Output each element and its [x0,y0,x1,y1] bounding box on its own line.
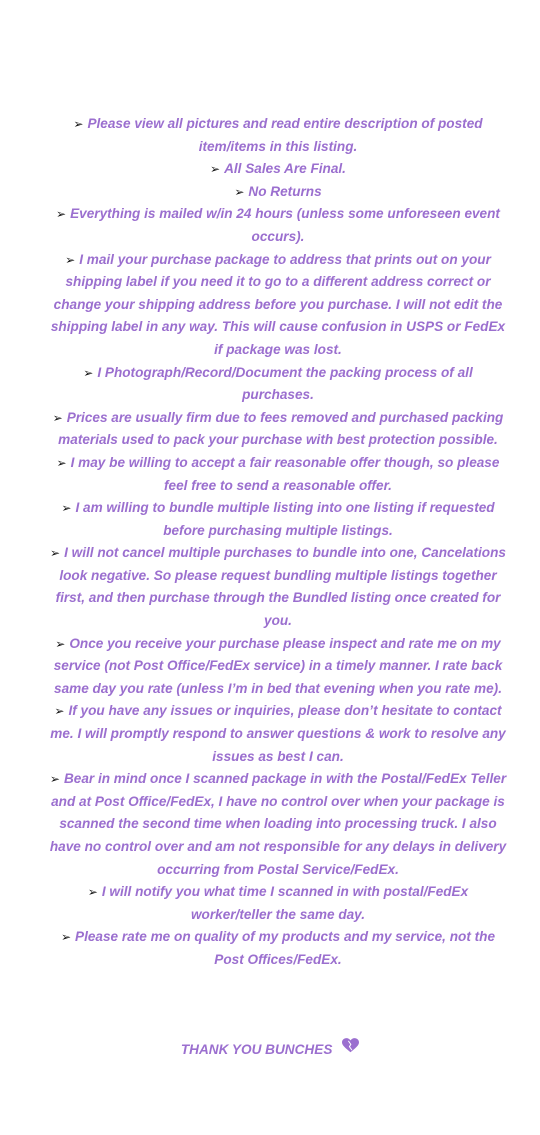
policy-item-text: All Sales Are Final. [224,161,346,177]
policy-item [48,362,508,407]
arrow-bullet-icon: ➢ [55,636,66,651]
policy-item [48,203,508,248]
policy-item [48,113,508,158]
arrow-bullet-icon: ➢ [87,885,98,900]
policy-item-text: Once you receive your purchase please inspect and rate me on my service (not Post Office/FedEx service) in a timely manner. I rate back same day you rate (unless I’m in bed that evening when you rate me). [53,635,503,696]
policy-item-text: I Photograph/Record/Document the packing process of all purchases. [97,364,473,403]
arrow-bullet-icon: ➢ [65,252,76,267]
arrow-bullet-icon: ➢ [50,546,61,561]
arrow-bullet-icon: ➢ [56,207,67,222]
policy-item-text: I will not cancel multiple purchases to bundle into one, Cancelations look negative. So please request bundling multiple listings together first, and then purchase through the Bundled listing once created for you. [55,545,506,629]
policy-item [48,407,508,452]
policy-list [48,113,508,972]
arrow-bullet-icon: ➢ [83,365,94,380]
arrow-bullet-icon: ➢ [234,184,245,199]
arrow-bullet-icon: ➢ [61,501,72,516]
policy-item-text: I mail your purchase package to address that prints out on your shipping label if you need it to go to a different address correct or change your shipping address before you purchase. I will not edit the shipping label in any way. This will cause confusion in USPS or FedEx if package was lost. [50,251,506,357]
policy-item [48,452,508,497]
policy-item-text: If you have any issues or inquiries, please don’t hesitate to contact me. I will promptly respond to answer questions & work to resolve any issues as best I can. [50,703,506,764]
policy-item-text: I will notify you what time I scanned in with postal/FedEx worker/teller the same day. [101,884,469,922]
purple-heart-icon [342,1038,359,1059]
policy-item-text: No Returns [248,183,322,199]
policy-item [48,700,508,768]
closing-line [0,1040,540,1060]
policy-item-text: Prices are usually firm due to fees removed and purchased packing materials used to pack your purchase with best protection possible. [58,409,504,448]
policy-item-text: Please rate me on quality of my products and my service, not the Post Offices/FedEx. [75,929,496,967]
arrow-bullet-icon: ➢ [56,455,67,470]
policy-item-text: Please view all pictures and read entire description of posted item/items in this listing. [87,116,483,154]
policy-item [48,768,508,881]
policy-item-text: Bear in mind once I scanned package in with the Postal/FedEx Teller and at Post Office/FedEx, I have no control over when your package is scanned the second time when loading into processing truck. I also have no control over and am not responsible for any delays in delivery occurring from Postal Service/FedEx. [49,771,507,877]
policy-item-text: I may be willing to accept a fair reasonable offer though, so please feel free to send a reasonable offer. [70,454,500,493]
arrow-bullet-icon: ➢ [54,704,65,719]
arrow-bullet-icon: ➢ [52,410,63,425]
arrow-bullet-icon: ➢ [210,162,221,177]
policy-item [48,249,508,362]
policy-item-text: Everything is mailed w/in 24 hours (unless some unforeseen event occurs). [70,206,500,244]
policy-item [48,158,508,181]
policy-item [48,181,508,204]
policy-item [48,497,508,542]
policy-item [48,881,508,926]
policy-item [48,542,508,632]
policy-item [48,633,508,701]
closing-text: THANK YOU BUNCHES [180,1042,333,1057]
arrow-bullet-icon: ➢ [73,117,84,131]
arrow-bullet-icon: ➢ [60,930,72,945]
arrow-bullet-icon: ➢ [49,772,60,787]
policy-item-text: I am willing to bundle multiple listing into one listing if requested before purchasing multiple listings. [75,500,495,538]
policy-item [48,926,508,971]
